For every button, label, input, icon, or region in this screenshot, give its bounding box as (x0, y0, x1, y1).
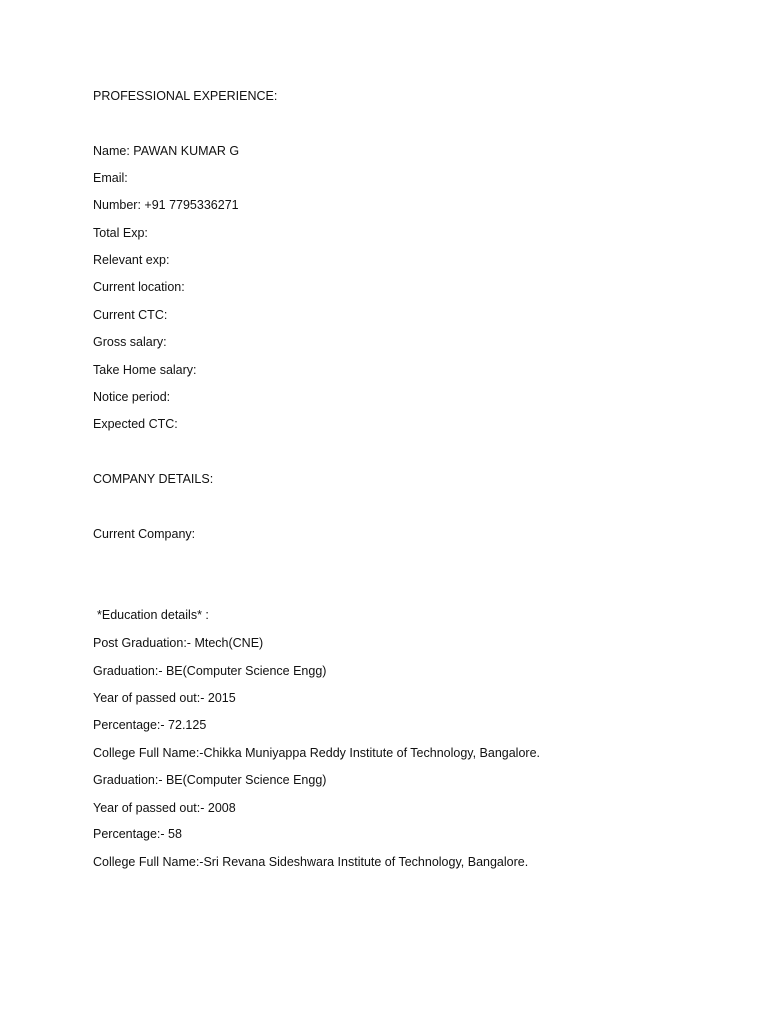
current-ctc-line: Current CTC: (93, 308, 168, 322)
total-exp-line: Total Exp: (93, 226, 148, 240)
relevant-exp-line: Relevant exp: (93, 253, 170, 267)
gross-salary-line: Gross salary: (93, 335, 167, 349)
current-company-line: Current Company: (93, 527, 196, 541)
current-location-line: Current location: (93, 280, 185, 294)
graduation-line: Graduation:- BE(Computer Science Engg) (93, 773, 327, 787)
year-passed-line: Year of passed out:- 2015 (93, 691, 236, 705)
graduation-line: Graduation:- BE(Computer Science Engg) (93, 664, 327, 678)
name-line: Name: PAWAN KUMAR G (93, 144, 240, 158)
email-line: Email: (93, 171, 128, 185)
section-company-heading: COMPANY DETAILS: (93, 472, 214, 486)
college-name-line: College Full Name:-Chikka Muniyappa Reddy Institute of Technology, Bangalore. (93, 746, 541, 760)
college-name-line: College Full Name:-Sri Revana Sideshwara Institute of Technology, Bangalore. (93, 855, 529, 869)
number-line: Number: +91 7795336271 (93, 198, 239, 212)
year-passed-line: Year of passed out:- 2008 (93, 801, 236, 815)
education-heading: *Education details* : (97, 608, 209, 622)
post-graduation-line: Post Graduation:- Mtech(CNE) (93, 636, 264, 650)
percentage-line: Percentage:- 58 (93, 827, 182, 841)
notice-period-line: Notice period: (93, 390, 171, 404)
take-home-salary-line: Take Home salary: (93, 363, 197, 377)
expected-ctc-line: Expected CTC: (93, 417, 178, 431)
section-professional-heading: PROFESSIONAL EXPERIENCE: (93, 89, 278, 103)
percentage-line: Percentage:- 72.125 (93, 718, 207, 732)
